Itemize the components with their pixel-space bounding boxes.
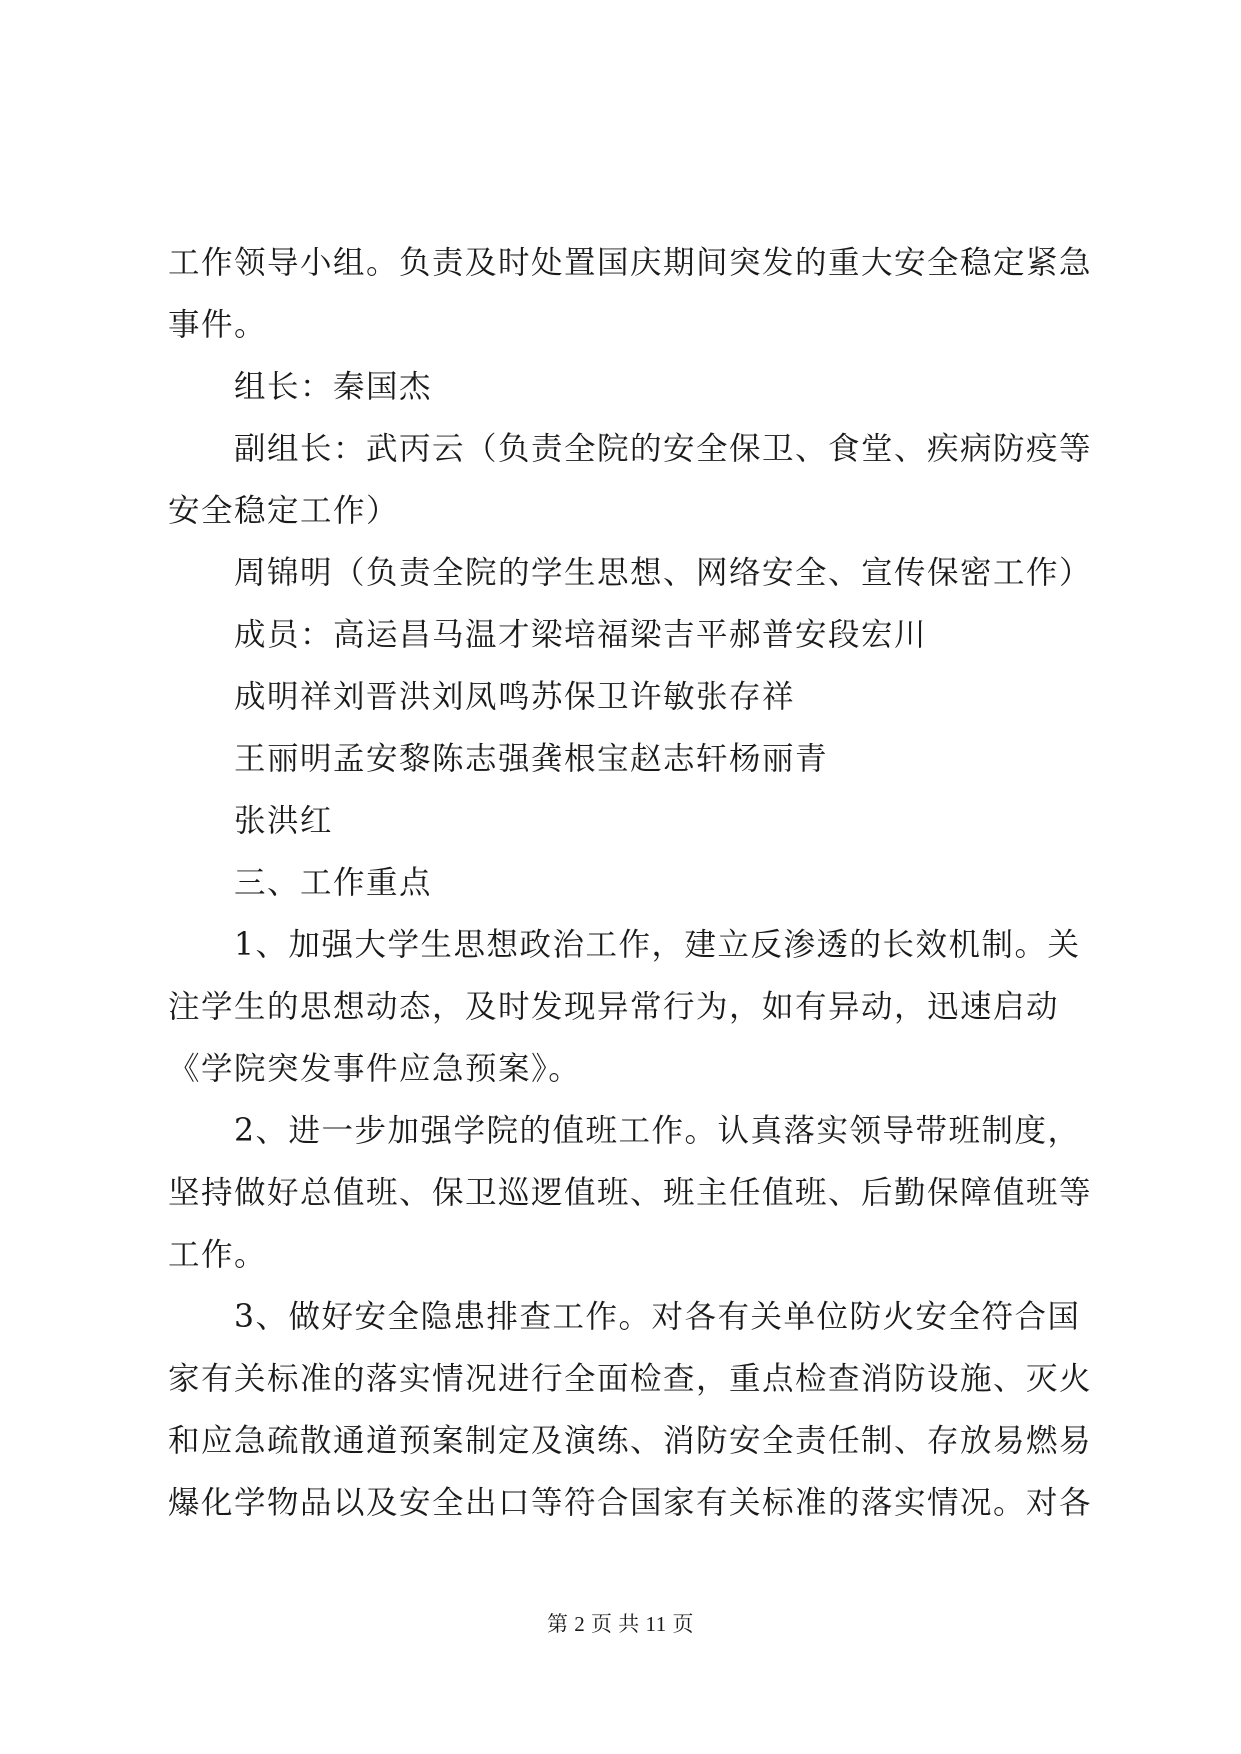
deputy-leader-line: 副组长：武丙云（负责全院的安全保卫、食堂、疾病防疫等 xyxy=(234,431,1093,467)
text-line: 坚持做好总值班、保卫巡逻值班、班主任值班、后勤保障值班等 xyxy=(168,1175,1093,1211)
text-line: 工作领导小组。负责及时处置国庆期间突发的重大安全稳定紧急 xyxy=(168,245,1093,281)
members-line: 成明祥刘晋洪刘凤鸣苏保卫许敏张存祥 xyxy=(234,679,796,715)
text-line: 和应急疏散通道预案制定及演练、消防安全责任制、存放易燃易 xyxy=(168,1423,1093,1459)
text-line: 安全稳定工作） xyxy=(168,493,400,529)
members-line: 张洪红 xyxy=(234,803,334,839)
group-leader-line: 组长：秦国杰 xyxy=(234,369,433,405)
text-line: 爆化学物品以及安全出口等符合国家有关标准的落实情况。对各 xyxy=(168,1485,1093,1521)
text-line: 家有关标准的落实情况进行全面检查，重点检查消防设施、灭火 xyxy=(168,1361,1093,1397)
text-line: 3、做好安全隐患排查工作。对各有关单位防火安全符合国 xyxy=(234,1299,1081,1335)
page-footer: 第 2 页 共 11 页 xyxy=(547,1612,694,1636)
section-heading: 三、工作重点 xyxy=(234,865,433,901)
deputy-leader-line: 周锦明（负责全院的学生思想、网络安全、宣传保密工作） xyxy=(234,555,1093,591)
text-line: 《学院突发事件应急预案》。 xyxy=(168,1051,582,1087)
text-line: 2、进一步加强学院的值班工作。认真落实领导带班制度， xyxy=(234,1113,1081,1149)
members-line: 王丽明孟安黎陈志强龚根宝赵志轩杨丽青 xyxy=(234,741,829,777)
text-line: 注学生的思想动态，及时发现异常行为，如有异动，迅速启动 xyxy=(168,989,1060,1025)
text-line: 工作。 xyxy=(168,1237,268,1273)
text-line: 事件。 xyxy=(168,307,268,343)
text-line: 1、加强大学生思想政治工作，建立反渗透的长效机制。关 xyxy=(234,927,1081,963)
members-line: 成员：高运昌马温才梁培福梁吉平郝普安段宏川 xyxy=(234,617,928,653)
document-body xyxy=(168,232,1093,1534)
